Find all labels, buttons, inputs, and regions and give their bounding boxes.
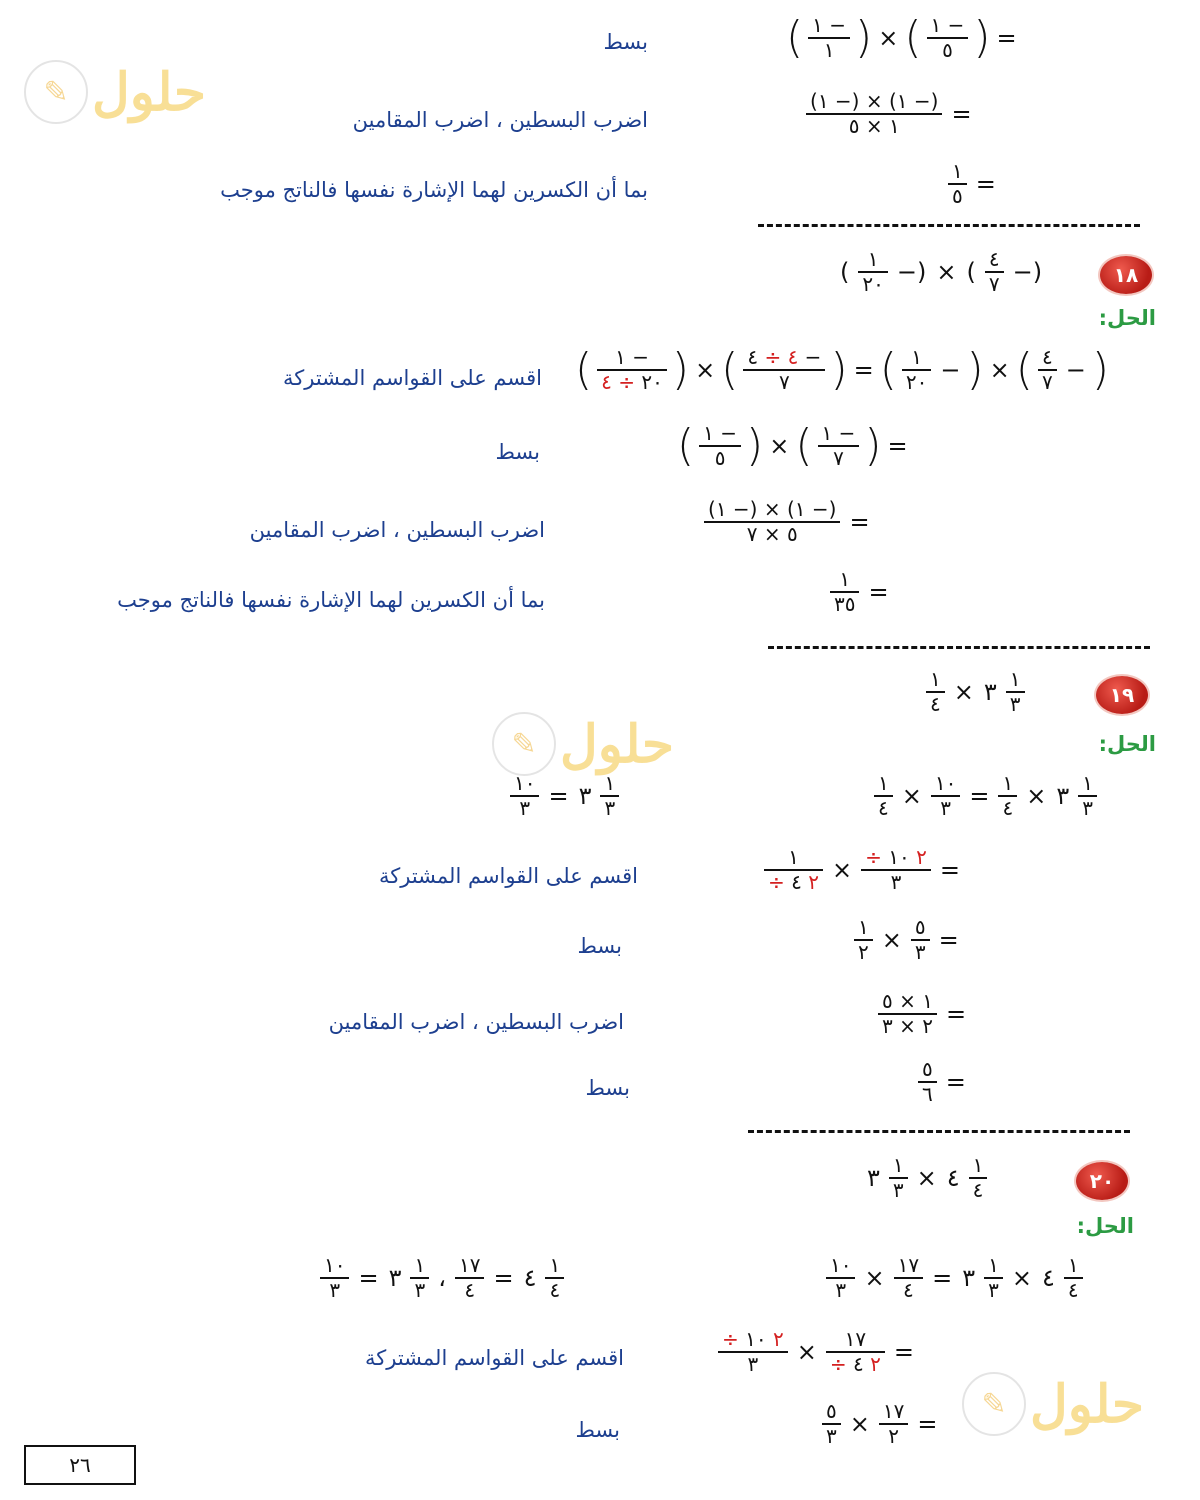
- step-note: اقسم على القواسم المشتركة: [379, 864, 638, 888]
- step-note: بسط: [575, 1418, 620, 1442]
- problem-number-badge: ١٩: [1096, 676, 1148, 714]
- problem-number-badge: ١٨: [1100, 256, 1152, 294]
- math-line: ( $\frac{١ -}{٢٠ \div ٤}$ ) × ( $\frac{٤ \div ٤ -}{٧}$ ) = ( $\frac{١}{٢٠}$ − ) × ( $\frac{٤}{٧}$ − ): [575, 344, 1109, 395]
- step-note: بسط: [577, 934, 622, 958]
- math-line: ( $\frac{١ -}{١}$ ) × ( $\frac{١ -}{٥}$ ) =: [786, 12, 1017, 63]
- step-note: اقسم على القواسم المشتركة: [283, 366, 542, 390]
- problem-question: ( $\frac{١}{٢٠}$ −) × ( $\frac{٤}{٧}$ −): [840, 247, 1043, 296]
- problem-number-badge: ٢٠: [1076, 1162, 1128, 1200]
- watermark: [962, 1372, 1144, 1436]
- step-note: بما أن الكسرين لهما الإشارة نفسها فالناتج موجب: [220, 178, 648, 202]
- step-note: اضرب البسطين ، اضرب المقامين: [249, 518, 545, 542]
- math-line: $\frac{(١ -) \times (١ -)}{١ \times ٥}$ =: [802, 90, 977, 138]
- math-line: $\frac{١٠}{٣}$ × $\frac{١٧}{٤}$ = ٣ $\frac{١}{٣}$ × ٤ $\frac{١}{٤}$: [822, 1254, 1087, 1302]
- separator: [748, 1130, 1130, 1133]
- step-note: اقسم على القواسم المشتركة: [365, 1346, 624, 1370]
- math-line: $\frac{١}{٢}$ × $\frac{٥}{٣}$ =: [850, 916, 964, 964]
- math-line: $\frac{٥}{٦}$ =: [914, 1058, 971, 1106]
- page-number: ٢٦: [24, 1445, 136, 1485]
- step-note: بسط: [585, 1076, 630, 1100]
- step-note: بما أن الكسرين لهما الإشارة نفسها فالناتج موجب: [117, 588, 545, 612]
- pen-icon: ✎: [492, 712, 556, 776]
- solution-label: الحل:: [1098, 732, 1156, 756]
- solution-label: الحل:: [1098, 306, 1156, 330]
- watermark-text: حلول: [560, 713, 675, 775]
- step-note: اضرب البسطين ، اضرب المقامين: [352, 108, 648, 132]
- side-conversion: $\frac{١٠}{٣}$ = ٣ $\frac{١}{٣}$ ، $\frac{١٧}{٤}$ = ٤ $\frac{١}{٤}$: [316, 1254, 568, 1302]
- separator: [758, 224, 1140, 227]
- watermark-text: حلول: [92, 61, 207, 123]
- watermark-text: حلول: [1030, 1373, 1145, 1435]
- math-line: ( $\frac{١ -}{٥}$ ) × ( $\frac{١ -}{٧}$ ) =: [677, 420, 908, 471]
- side-conversion: $\frac{١٠}{٣}$ = ٣ $\frac{١}{٣}$: [506, 772, 623, 820]
- watermark: [492, 712, 674, 776]
- math-line: $\frac{١}{٣٥}$ =: [826, 568, 894, 616]
- pen-icon: ✎: [24, 60, 88, 124]
- math-line: $\frac{(١ -) \times (١ -)}{٥ \times ٧}$ =: [700, 498, 875, 546]
- math-line: $\frac{١}{٥}$ =: [944, 160, 1001, 208]
- separator: [768, 646, 1150, 649]
- step-note: بسط: [603, 30, 648, 54]
- watermark: [24, 60, 206, 124]
- math-line: $\frac{١}{٤}$ × $\frac{١٠}{٣}$ = $\frac{١}{٤}$ × ٣ $\frac{١}{٣}$: [870, 772, 1101, 820]
- math-line: $\frac{١ \times ٥}{٢ \times ٣}$ =: [874, 990, 971, 1038]
- problem-question: $\frac{١}{٤}$ × ٣ $\frac{١}{٣}$: [922, 668, 1029, 716]
- pen-icon: ✎: [962, 1372, 1026, 1436]
- math-line: $\frac{\div ٢ ١٠}{٣}$ × $\frac{١٧}{\div ٢ ٤}$ =: [714, 1328, 919, 1376]
- solution-label: الحل:: [1076, 1214, 1134, 1238]
- step-note: اضرب البسطين ، اضرب المقامين: [328, 1010, 624, 1034]
- math-line: $\frac{١}{\div ٢ ٤}$ × $\frac{\div ٢ ١٠}{٣}$ =: [760, 846, 965, 894]
- problem-question: ٣ $\frac{١}{٣}$ × ٤ $\frac{١}{٤}$: [862, 1154, 991, 1202]
- step-note: بسط: [495, 440, 540, 464]
- math-line: $\frac{٥}{٣}$ × $\frac{١٧}{٢}$ =: [818, 1400, 942, 1448]
